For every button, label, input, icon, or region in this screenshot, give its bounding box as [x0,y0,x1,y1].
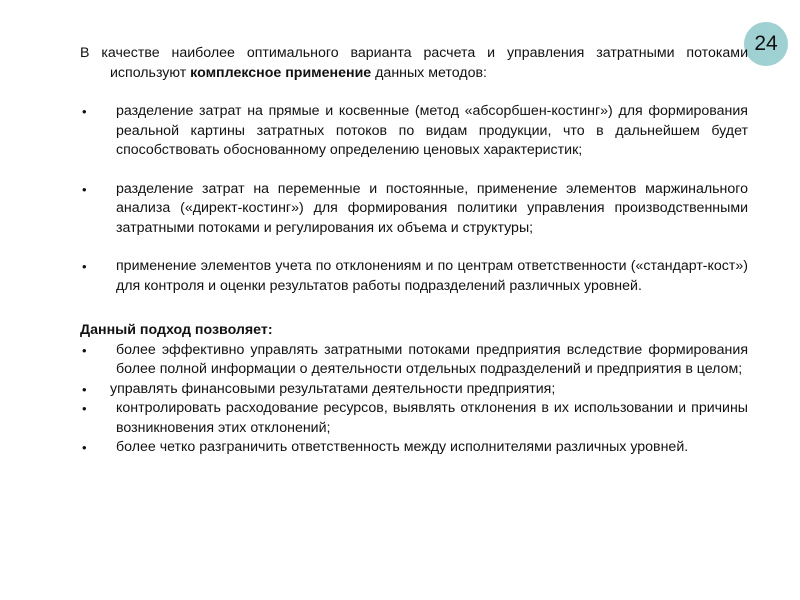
spacer [80,238,748,257]
intro-text-before: В качестве наиболее оптимального варианта расчета и управления затратными потоками используют [80,45,748,81]
bullet-icon: • [82,381,87,397]
benefit-text: более эффективно управлять затратными потоками предприятия вследствие формирования более полной информации о деятельности отдельных подразделений и предприятия в целом; [116,341,748,377]
method-item [80,102,748,161]
spacer [80,161,748,180]
method-item [80,257,748,296]
spacer [80,83,748,102]
bullet-icon: • [82,401,87,416]
method-item [80,180,748,239]
method-text: применение элементов учета по отклонениям и по центрам ответственности («стандарт-кост») для контроля и оценки результатов работы подразделений различных уровней. [116,258,748,294]
intro-text-after: данных методов: [371,64,487,81]
benefit-item [80,341,748,380]
intro-bold-text: комплексное применение [190,64,372,81]
spacer [80,296,748,315]
bullet-icon: • [82,342,87,358]
intro-paragraph [80,44,748,83]
bullet-icon: • [82,181,87,197]
benefit-item [80,380,748,400]
benefit-text: более четко разграничить ответственность между исполнителями различных уровней. [116,439,689,455]
benefit-item [80,438,748,458]
method-text: разделение затрат на прямые и косвенные (метод «абсорбшен-костинг») для формирования реальной картины затратных потоков по видам продукции, что в дальнейшем будет способствовать обоснованному определению ценовых характеристик; [116,103,748,158]
method-text: разделение затрат на переменные и постоянные, применение элементов маржинального анализа («директ-костинг») для формирования политики управления производственными затратными потоками и регулирования их объема и структуры; [116,180,748,236]
slide-content [80,44,748,458]
bullet-icon: • [82,259,87,274]
bullet-icon: • [82,440,87,455]
benefit-item [80,399,748,438]
approach-heading: Данный подход позволяет: [80,322,273,338]
bullet-icon: • [82,104,87,119]
benefit-text: контролировать расходование ресурсов, выявлять отклонения в их использовании и причины возникновения этих отклонений; [116,400,748,436]
page-number-badge: 24 [744,22,788,66]
benefit-text: управлять финансовыми результатами деятельности предприятия; [110,380,556,397]
